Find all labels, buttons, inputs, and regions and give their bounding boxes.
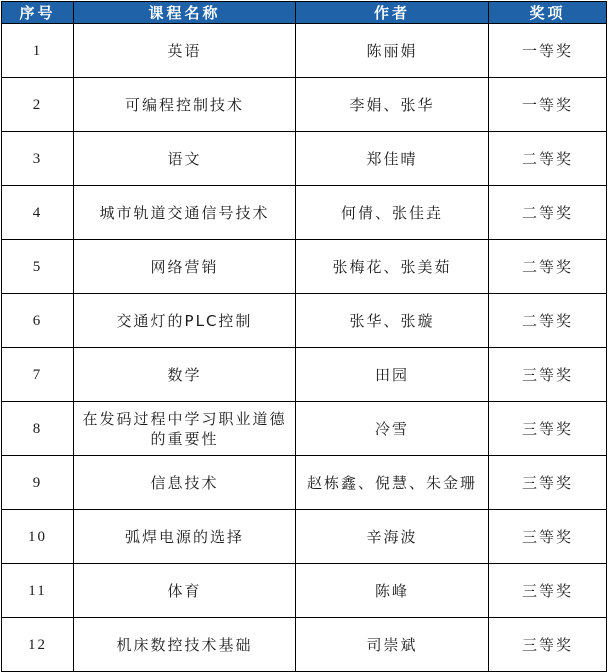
cell-author: 何倩、张佳垚 [296,186,489,240]
cell-award: 三等奖 [489,618,607,672]
cell-author: 张梅花、张美茹 [296,240,489,294]
cell-author: 冷雪 [296,402,489,456]
cell-award: 三等奖 [489,564,607,618]
table-row [2,618,607,672]
table-row [2,510,607,564]
cell-course: 英语 [74,24,296,78]
cell-no: 12 [2,618,74,672]
header-author: 作者 [296,2,489,24]
cell-author: 赵栋鑫、倪慧、朱金珊 [296,456,489,510]
table-row [2,564,607,618]
cell-no: 9 [2,456,74,510]
cell-no: 1 [2,24,74,78]
cell-no: 3 [2,132,74,186]
cell-author: 田园 [296,348,489,402]
cell-award: 三等奖 [489,402,607,456]
cell-course: 数学 [74,348,296,402]
cell-award: 二等奖 [489,240,607,294]
cell-course: 机床数控技术基础 [74,618,296,672]
cell-no: 5 [2,240,74,294]
table-row [2,24,607,78]
table-row [2,186,607,240]
cell-no: 8 [2,402,74,456]
cell-no: 2 [2,78,74,132]
cell-no: 4 [2,186,74,240]
cell-course: 交通灯的PLC控制 [74,294,296,348]
cell-course: 城市轨道交通信号技术 [74,186,296,240]
cell-award: 三等奖 [489,510,607,564]
table-header-row [2,2,607,24]
cell-award: 一等奖 [489,24,607,78]
awards-table [1,1,607,672]
cell-course: 可编程控制技术 [74,78,296,132]
cell-no: 6 [2,294,74,348]
cell-award: 二等奖 [489,132,607,186]
cell-award: 二等奖 [489,294,607,348]
cell-course: 弧焊电源的选择 [74,510,296,564]
cell-author: 陈丽娟 [296,24,489,78]
header-award: 奖项 [489,2,607,24]
table-row [2,78,607,132]
cell-award: 一等奖 [489,78,607,132]
cell-award: 三等奖 [489,456,607,510]
cell-author: 陈峰 [296,564,489,618]
cell-course: 在发码过程中学习职业道德的重要性 [74,402,296,456]
table-row [2,348,607,402]
cell-course: 信息技术 [74,456,296,510]
cell-author: 张华、张璇 [296,294,489,348]
cell-author: 李娟、张华 [296,78,489,132]
cell-award: 三等奖 [489,348,607,402]
cell-no: 10 [2,510,74,564]
cell-course: 语文 [74,132,296,186]
header-course: 课程名称 [74,2,296,24]
header-no: 序号 [2,2,74,24]
cell-no: 11 [2,564,74,618]
cell-award: 二等奖 [489,186,607,240]
table-row [2,456,607,510]
table-row [2,294,607,348]
table-row [2,240,607,294]
cell-author: 司崇斌 [296,618,489,672]
table-row [2,132,607,186]
cell-course: 网络营销 [74,240,296,294]
cell-course: 体育 [74,564,296,618]
table-row [2,402,607,456]
cell-author: 辛海波 [296,510,489,564]
cell-author: 郑佳晴 [296,132,489,186]
cell-no: 7 [2,348,74,402]
